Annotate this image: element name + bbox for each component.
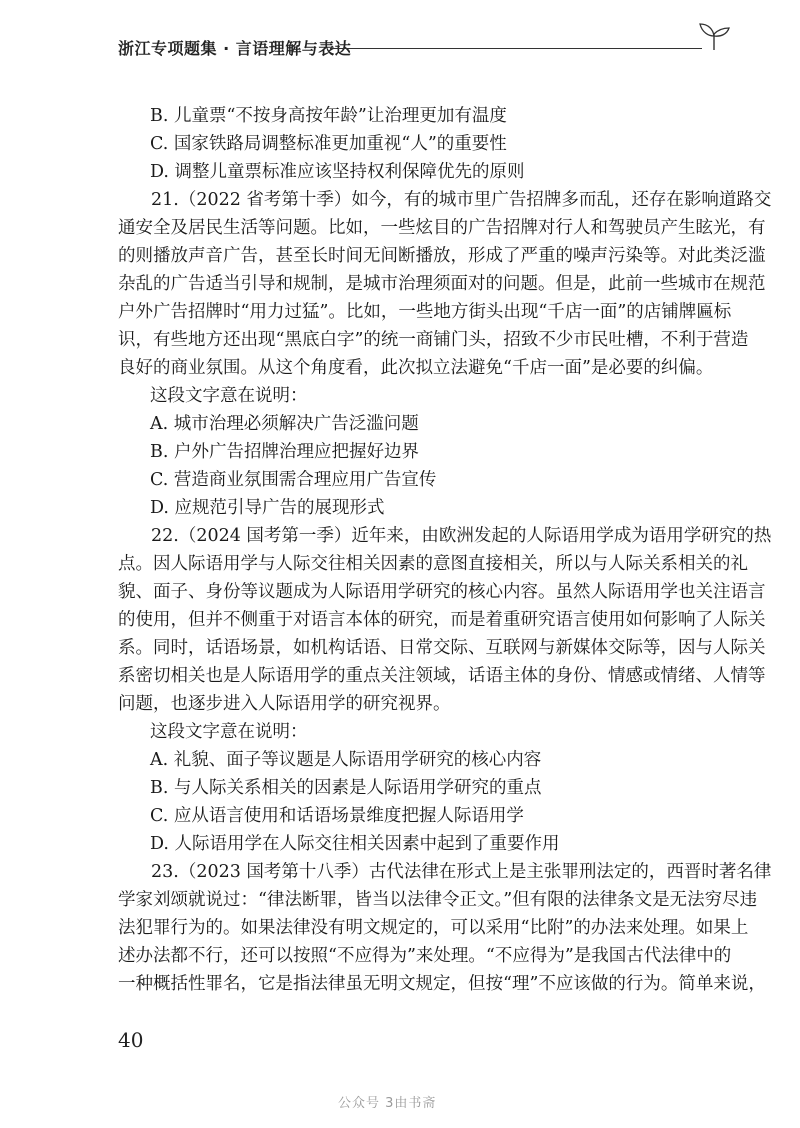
page-number: 40 — [118, 1028, 144, 1052]
q21-option-c: C. 营造商业氛围需合理应用广告宣传 — [150, 470, 437, 490]
q22-option-b: B. 与人际关系相关的因素是人际语用学研究的重点 — [150, 778, 542, 798]
q23-line: 述办法都不行，还可以按照“不应得为”来处理。“不应得为”是我国古代法律中的 — [118, 946, 732, 966]
q22-line: 问题，也逐步进入人际语用学的研究视界。 — [118, 694, 451, 714]
q21-line: 识，有些地方还出现“黑底白字”的统一商铺门头，招致不少市民吐槽，不利于营造 — [118, 330, 749, 350]
q23-line: 学家刘颂就说过：“律法断罪，皆当以法律令正文。”但有限的法律条文是无法穷尽违 — [118, 890, 758, 910]
q22-line: 点。因人际语用学与人际交往相关因素的意图直接相关，所以与人际关系相关的礼 — [118, 554, 748, 574]
q21-line: 的则播放声音广告，甚至长时间无间断播放，形成了严重的噪声污染等。对此类泛滥 — [118, 246, 766, 266]
q21-option-a: A. 城市治理必须解决广告泛滥问题 — [150, 414, 419, 434]
q23-line: 23.（2023 国考第十八季）古代法律在形式上是主张罪刑法定的，西晋时著名律 — [151, 862, 772, 882]
q22-option-a: A. 礼貌、面子等议题是人际语用学研究的核心内容 — [150, 750, 542, 770]
header-title: 浙江专项题集 · 言语理解与表达 — [118, 39, 352, 58]
q21-line: 良好的商业氛围。从这个角度看，此次拟立法避免“千店一面”是必要的纠偏。 — [118, 358, 714, 378]
header-rule — [330, 48, 702, 49]
q22-line: 貌、面子、身份等议题成为人际语用学研究的核心内容。虽然人际语用学也关注语言 — [118, 582, 766, 602]
q22-prompt: 这段文字意在说明： — [150, 722, 308, 742]
q22-line: 22.（2024 国考第一季）近年来，由欧洲发起的人际语用学成为语用学研究的热 — [151, 526, 772, 546]
q22-option-d: D. 人际语用学在人际交往相关因素中起到了重要作用 — [150, 834, 560, 854]
prev-option-c: C. 国家铁路局调整标准更加重视“人”的重要性 — [150, 134, 507, 154]
q21-line: 户外广告招牌时“用力过猛”。比如，一些地方街头出现“千店一面”的店铺牌匾标 — [118, 302, 732, 322]
q22-line: 系密切相关也是人际语用学的重点关注领域，话语主体的身份、情感或情绪、人情等 — [118, 666, 766, 686]
q21-option-b: B. 户外广告招牌治理应把握好边界 — [150, 442, 419, 462]
q21-line: 21.（2022 省考第十季）如今，有的城市里广告招牌多而乱，还存在影响道路交 — [151, 190, 772, 210]
watermark-stamp: 公众号 3由书斋 — [338, 1096, 437, 1111]
prev-option-b: B. 儿童票“不按身高按年龄”让治理更加有温度 — [150, 106, 507, 126]
sprout-icon — [696, 20, 732, 52]
q23-line: 法犯罪行为的。如果法律没有明文规定的，可以采用“比附”的办法来处理。如果上 — [118, 918, 749, 938]
q23-line: 一种概括性罪名，它是指法律虽无明文规定，但按“理”不应该做的行为。简单来说， — [118, 974, 766, 994]
q21-line: 杂乱的广告适当引导和规制，是城市治理须面对的问题。但是，此前一些城市在规范 — [118, 274, 766, 294]
running-header — [118, 36, 718, 60]
q21-prompt: 这段文字意在说明： — [150, 386, 308, 406]
q22-option-c: C. 应从语言使用和话语场景维度把握人际语用学 — [150, 806, 524, 826]
q22-line: 系。同时，话语场景，如机构话语、日常交际、互联网与新媒体交际等，因与人际关 — [118, 638, 766, 658]
prev-option-d: D. 调整儿童票标准应该坚持权利保障优先的原则 — [150, 162, 525, 182]
q21-line: 通安全及居民生活等问题。比如，一些炫目的广告招牌对行人和驾驶员产生眩光，有 — [118, 218, 766, 238]
q21-option-d: D. 应规范引导广告的展现形式 — [150, 498, 385, 518]
q22-line: 的使用，但并不侧重于对语言本体的研究，而是着重研究语言使用如何影响了人际关 — [118, 610, 766, 630]
